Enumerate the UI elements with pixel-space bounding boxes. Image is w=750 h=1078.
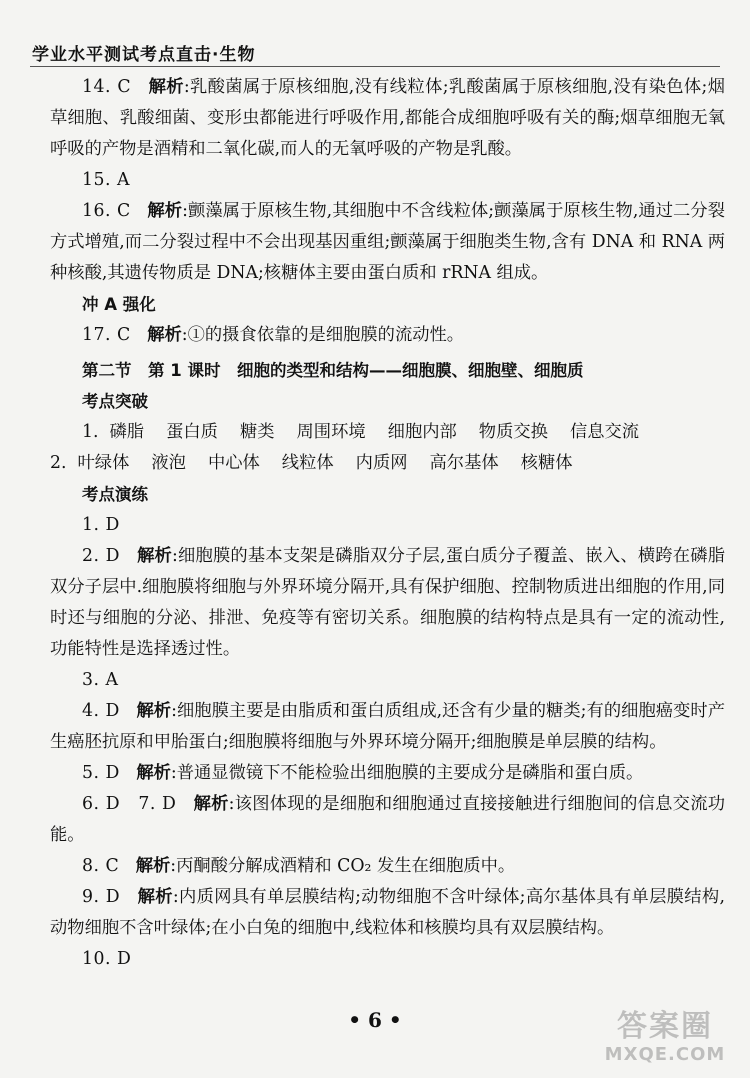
watermark-text: 答案圈 [617, 1009, 713, 1044]
term: 糖类 [239, 422, 275, 442]
term: 液泡 [151, 453, 186, 473]
analysis-label: 解析 [137, 887, 173, 907]
section-heading-c: 考点演练 [82, 485, 148, 504]
analysis-text: :①的摄食依靠的是细胞膜的流动性。 [181, 325, 465, 345]
term: 内质网 [355, 453, 408, 473]
practice-item-2 [50, 541, 725, 665]
analysis-text: :该图体现的是细胞和细胞通过直接接触进行细胞间的信息交流功能。 [50, 794, 725, 845]
term-number: 2. [50, 453, 67, 473]
analysis-text: :细胞膜的基本支架是磷脂双分子层,蛋白质分子覆盖、嵌入、横跨在磷脂双分子层中.细胞膜将细胞与外界环境分隔开,具有保护细胞、控制物质进出细胞的作用,同时还与细胞的分泌、排泄、免疫等有密切关系。细胞膜的结构特点是具有一定的流动性,功能特性是选择透过性。 [50, 546, 725, 659]
term: 核糖体 [520, 453, 573, 473]
practice-item-9 [50, 882, 725, 944]
answer-content [50, 72, 725, 975]
answer-number: 4. D [82, 701, 120, 721]
analysis-text: :细胞膜主要是由脂质和蛋白质组成,还含有少量的糖类;有的细胞癌变时产生癌胚抗原和甲胎蛋白;细胞膜将细胞与外界环境分隔开;细胞膜是单层膜的结构。 [50, 701, 725, 752]
practice-item-4 [50, 696, 725, 758]
term: 叶绿体 [77, 453, 130, 473]
answer-number: 10. D [82, 949, 132, 969]
analysis-label: 解析 [136, 763, 171, 783]
term: 高尔基体 [429, 453, 499, 473]
term: 信息交流 [569, 422, 640, 442]
term: 物质交换 [478, 422, 548, 442]
practice-item-3 [50, 665, 725, 696]
answer-item-15 [50, 165, 725, 196]
term-list-1 [50, 417, 725, 448]
term: 中心体 [207, 453, 260, 473]
header-divider [30, 66, 720, 67]
term: 细胞内部 [387, 422, 457, 442]
term: 线粒体 [281, 453, 334, 473]
analysis-label: 解析 [135, 856, 171, 876]
answer-number: 1. D [82, 515, 120, 535]
term: 蛋白质 [166, 422, 218, 442]
analysis-label: 解析 [137, 546, 173, 566]
answer-number: 5. D [82, 763, 120, 783]
analysis-label: 解析 [147, 325, 182, 345]
practice-item-10 [50, 944, 725, 975]
answer-number: 17. C [82, 325, 131, 345]
answer-number: 6. D 7. D [82, 794, 177, 814]
running-header: 学业水平测试考点直击·生物 [32, 45, 256, 65]
term: 周围环境 [296, 422, 366, 442]
chapter-heading: 第二节 第 1 课时 细胞的类型和结构——细胞膜、细胞壁、细胞质 [82, 361, 584, 380]
analysis-text: :丙酮酸分解成酒精和 CO₂ 发生在细胞质中。 [170, 856, 516, 876]
answer-number: 14. C [82, 77, 132, 97]
term-list-2 [50, 448, 725, 479]
answer-item-16 [50, 196, 725, 289]
analysis-text: :乳酸菌属于原核细胞,没有线粒体;乳酸菌属于原核细胞,没有染色体;烟草细胞、乳酸细菌、变形虫都能进行呼吸作用,都能合成细胞呼吸有关的酶;烟草细胞无氧呼吸的产物是酒精和二氧化碳,而人的无氧呼吸的产物是乳酸。 [50, 77, 725, 159]
practice-item-1 [50, 510, 725, 541]
analysis-text: :普通显微镜下不能检验出细胞膜的主要成分是磷脂和蛋白质。 [170, 763, 644, 783]
analysis-label: 解析 [193, 794, 229, 814]
practice-item-6-7 [50, 789, 725, 851]
answer-item-17 [50, 320, 725, 351]
answer-number: 16. C [82, 201, 131, 221]
answer-number: 2. D [82, 546, 121, 566]
analysis-label: 解析 [147, 201, 183, 221]
term-number: 1. [82, 422, 99, 442]
analysis-label: 解析 [148, 77, 184, 97]
answer-number: 3. A [82, 670, 119, 690]
term: 磷脂 [109, 422, 145, 442]
analysis-label: 解析 [136, 701, 172, 721]
answer-number: 9. D [82, 887, 121, 907]
watermark-logo [590, 1010, 740, 1072]
analysis-text: :颤藻属于原核生物,其细胞中不含线粒体;颤藻属于原核生物,通过二分裂方式增殖,而二分裂过程中不会出现基因重组;颤藻属于细胞类生物,含有 DNA 和 RNA 两种核酸,其遗传物质是 DNA;核糖体主要由蛋白质和 rRNA 组成。 [50, 201, 726, 283]
watermark-url: MXQE.COM [604, 1044, 726, 1065]
practice-item-5 [50, 758, 725, 789]
page-number: • 6 • [348, 1008, 402, 1032]
analysis-text: :内质网具有单层膜结构;动物细胞不含叶绿体;高尔基体具有单层膜结构,动物细胞不含叶绿体;在小白兔的细胞中,线粒体和核膜均具有双层膜结构。 [50, 887, 725, 938]
practice-item-8 [50, 851, 725, 882]
section-heading-b: 考点突破 [82, 392, 148, 411]
answer-number: 8. C [82, 856, 120, 876]
section-heading-a: 冲 A 强化 [82, 295, 156, 314]
answer-number: 15. A [82, 170, 130, 190]
answer-item-14 [50, 72, 725, 165]
